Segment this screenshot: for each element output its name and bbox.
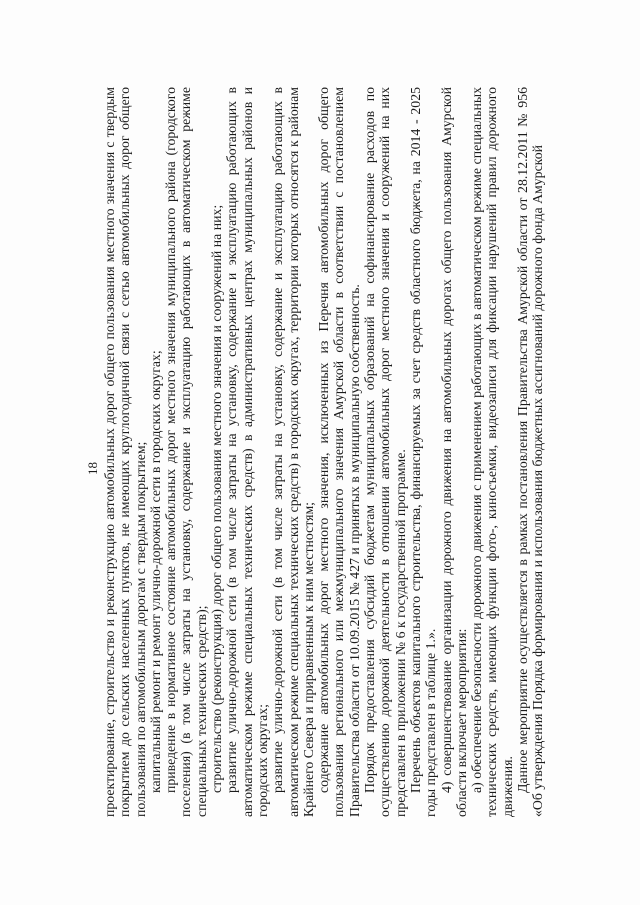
paragraph: приведение в нормативное состояние автомобильных дорог местного значения муниципального района (городского поселения) (в том числе затраты на установку, содержание и эксплуатацию работающих в автоматическом режиме специальных технических средств); xyxy=(163,87,209,817)
paragraph: Перечень объектов капитального строительства, финансируемых за счет средств областного бюджета, на 2014 - 2025 годы представлен в таблице 1.». xyxy=(407,87,439,817)
paragraph: проектирование, строительство и реконструкцию автомобильных дорог общего пользования местного значения с твердым покрытием до сельских населенных пунктов, не имеющих круглогодичной связи с сетью автомобильных дорог общего пользования по автомобильным дорогам с твердым покрытием; xyxy=(102,87,148,817)
page-number: 18 xyxy=(85,462,100,475)
paragraph: 4) совершенствование организации дорожного движения на автомобильных дорогах общего пользования Амурской области включает мероприятия: xyxy=(438,87,469,817)
paragraph: строительство (реконструкция) дорог общего пользования местного значения и сооружений на них; xyxy=(209,204,225,793)
paragraph: содержание автомобильных дорог местного значения, исключенных из Перечня автомобильных дорог общего пользования регионального или межмуниципального значения Амурской области в соответствии с постановлением Правительства области от 10.09.2015 № 427 и принятых в муниципальную собственность. xyxy=(316,87,362,817)
paragraph: а) обеспечение безопасности дорожного движения с применением работающих в автоматическом режиме специальных технических средств, имеющих функции фото-, киносъемки, видеозаписи для фиксации нарушений правил дорожного движения. xyxy=(469,87,515,817)
body-text xyxy=(102,87,546,817)
paragraph: развитие улично-дорожной сети (в том числе затраты на установку, содержание и эксплуатацию работающих в автоматическом режиме специальных технических средств) в административных центрах муниципальных районов и городских округах; xyxy=(224,87,270,817)
paragraph: Порядок предоставления субсидий бюджетам муниципальных образований на софинансирование расходов по осуществлению дорожной деятельности в отношении автомобильных дорог местного значения и сооружений на них представлен в приложении № 6 к государственной программе. xyxy=(362,87,408,817)
paragraph: капитальный ремонт и ремонт улично-дорожной сети в городских округах; xyxy=(147,350,163,793)
paragraph: развитие улично-дорожной сети (в том числе затраты на установку, содержание и эксплуатацию работающих в автоматическом режиме специальных технических средств) в городских округах, территории которых относятся к районам Крайнего Севера и приравненным к ним местностям; xyxy=(270,87,316,817)
paragraph: Данное мероприятие осуществляется в рамках постановления Правительства Амурской области от 28.12.2011 № 956 «Об утверждения Порядка формирования и использования бюджетных ассигнований дорожного фонда Амурской xyxy=(515,87,546,817)
